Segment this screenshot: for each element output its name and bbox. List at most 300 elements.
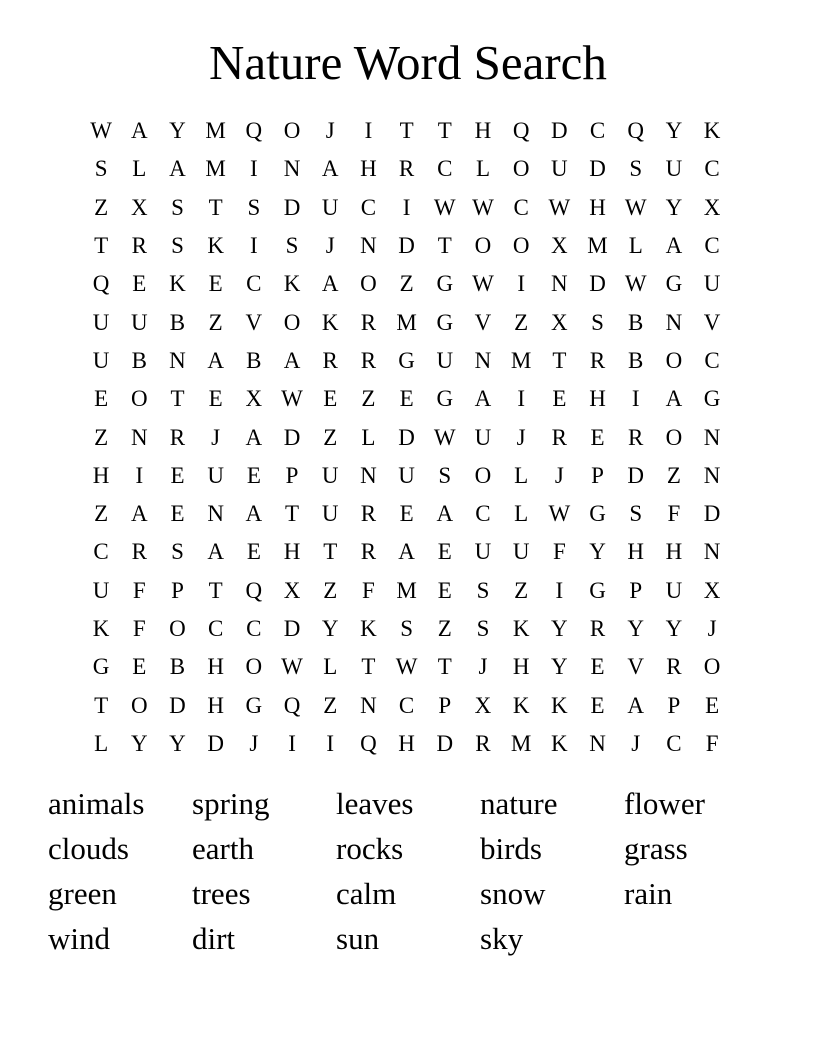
grid-cell: X: [283, 577, 301, 603]
grid-cell: U: [665, 577, 683, 603]
grid-cell: Q: [245, 118, 263, 144]
grid-cell: P: [285, 462, 299, 488]
grid-cell: N: [207, 501, 224, 527]
grid-cell: U: [92, 309, 110, 335]
grid-cell: W: [90, 118, 112, 144]
grid-cell: R: [360, 539, 377, 565]
grid-cell: Q: [360, 730, 377, 756]
grid-cell: R: [589, 616, 606, 641]
grid-cell: Q: [92, 271, 110, 297]
grid-cell: R: [322, 347, 338, 373]
grid-cell: T: [323, 539, 338, 565]
grid-row: [82, 342, 732, 380]
grid-cell: Q: [627, 118, 645, 144]
word-list-item: earth: [192, 831, 254, 866]
grid-cell: W: [281, 386, 303, 412]
grid-cell: T: [94, 233, 109, 259]
grid-row: [82, 610, 732, 648]
grid-cell: X: [245, 386, 263, 412]
grid-cell: O: [703, 654, 721, 680]
grid-cell: C: [398, 692, 415, 718]
grid-cell: A: [207, 539, 224, 565]
grid-cell: A: [665, 386, 683, 412]
grid-cell: I: [517, 271, 525, 297]
grid-cell: E: [246, 539, 261, 565]
grid-cell: L: [628, 233, 643, 259]
grid-cell: T: [552, 347, 567, 373]
grid-cell: J: [211, 424, 221, 450]
grid-cell: S: [476, 577, 490, 603]
word-list: [48, 782, 768, 962]
grid-cell: J: [478, 654, 488, 680]
grid-cell: A: [283, 347, 301, 373]
word-list-item: rain: [624, 876, 673, 911]
grid-cell: U: [436, 347, 454, 373]
grid-cell: Y: [130, 730, 148, 756]
grid-row: [82, 457, 732, 495]
grid-cell: G: [245, 692, 263, 718]
grid-cell: S: [171, 233, 184, 259]
grid-cell: H: [283, 539, 301, 565]
grid-cell: E: [437, 577, 452, 603]
grid-cell: W: [281, 654, 303, 680]
grid-cell: U: [321, 462, 339, 488]
grid-cell: N: [360, 692, 377, 718]
grid-cell: O: [665, 424, 683, 450]
grid-cell: S: [247, 194, 261, 220]
grid-cell: P: [667, 692, 681, 718]
grid-cell: L: [361, 424, 376, 450]
grid-cell: G: [665, 271, 683, 297]
grid-cell: K: [512, 616, 530, 641]
word-list-item: grass: [624, 831, 688, 866]
grid-cell: E: [246, 462, 261, 488]
grid-cell: E: [552, 386, 567, 412]
grid-cell: L: [132, 156, 147, 182]
grid-cell: O: [245, 654, 263, 680]
grid-cell: W: [472, 271, 494, 297]
grid-cell: L: [323, 654, 338, 680]
grid-cell: S: [171, 539, 184, 565]
grid-row: [82, 648, 732, 686]
grid-cell: J: [554, 462, 564, 488]
grid-row: [82, 265, 732, 303]
grid-cell: A: [245, 501, 263, 527]
grid-cell: R: [360, 309, 377, 335]
grid-cell: R: [628, 424, 644, 450]
grid-cell: F: [132, 577, 146, 603]
grid-cell: A: [474, 386, 492, 412]
grid-cell: Z: [514, 309, 529, 335]
grid-cell: E: [399, 386, 414, 412]
grid-cell: A: [245, 424, 263, 450]
grid-cell: O: [360, 271, 377, 297]
grid-cell: D: [398, 233, 415, 259]
grid-cell: Z: [514, 577, 529, 603]
grid-cell: K: [207, 233, 224, 259]
grid-cell: T: [170, 386, 185, 412]
grid-row: [82, 572, 732, 610]
grid-cell: D: [703, 501, 721, 527]
grid-cell: D: [169, 692, 186, 718]
grid-cell: S: [285, 233, 299, 259]
grid-cell: I: [364, 118, 373, 144]
grid-cell: G: [92, 654, 110, 680]
grid-cell: D: [589, 156, 606, 182]
grid-cell: M: [510, 730, 532, 756]
grid-cell: F: [705, 730, 719, 756]
grid-cell: R: [360, 501, 377, 527]
grid-cell: U: [551, 156, 568, 182]
word-list-item: sun: [336, 921, 380, 956]
grid-cell: Z: [323, 577, 338, 603]
grid-cell: C: [704, 347, 720, 373]
grid-cell: E: [208, 386, 223, 412]
grid-cell: J: [325, 233, 335, 259]
grid-cell: S: [629, 501, 643, 527]
grid-cell: O: [130, 692, 148, 718]
grid-cell: A: [321, 156, 339, 182]
grid-cell: Y: [589, 539, 606, 565]
grid-cell: W: [472, 194, 494, 220]
grid-cell: F: [667, 501, 681, 527]
word-list-item: calm: [336, 876, 397, 911]
word-list-item: clouds: [48, 831, 129, 866]
grid-cell: K: [92, 616, 110, 641]
grid-cell: C: [475, 501, 491, 527]
grid-cell: K: [551, 692, 568, 718]
grid-cell: M: [396, 309, 417, 335]
grid-cell: V: [245, 309, 263, 335]
grid-cell: J: [631, 730, 641, 756]
grid-cell: I: [402, 194, 411, 220]
grid-cell: A: [130, 501, 148, 527]
grid-cell: T: [437, 654, 452, 680]
grid-cell: S: [438, 462, 452, 488]
grid-cell: T: [285, 501, 300, 527]
grid-cell: S: [476, 616, 490, 641]
grid-cell: D: [283, 194, 301, 220]
grid-cell: X: [551, 233, 568, 259]
grid-cell: O: [665, 347, 683, 373]
grid-cell: Y: [665, 118, 683, 144]
grid-cell: S: [400, 616, 413, 641]
grid-cell: D: [283, 424, 301, 450]
grid-cell: R: [360, 347, 377, 373]
grid-cell: V: [703, 309, 721, 335]
grid-cell: G: [436, 309, 454, 335]
grid-cell: O: [130, 386, 148, 412]
grid-cell: Z: [399, 271, 414, 297]
grid-cell: P: [438, 692, 452, 718]
grid-cell: Q: [283, 692, 301, 718]
grid-cell: U: [321, 194, 339, 220]
grid-cell: W: [433, 424, 456, 450]
page-title: Nature Word Search: [209, 35, 607, 90]
grid-cell: W: [624, 271, 647, 297]
grid-cell: E: [208, 271, 223, 297]
grid-cell: D: [551, 118, 568, 144]
grid-cell: G: [398, 347, 415, 373]
grid-cell: E: [94, 386, 109, 412]
grid-row: [82, 150, 732, 188]
grid-cell: Z: [94, 501, 109, 527]
grid-cell: H: [207, 654, 224, 680]
grid-cell: U: [398, 462, 415, 488]
grid-cell: U: [665, 156, 683, 182]
grid-cell: A: [627, 692, 645, 718]
grid-cell: U: [512, 539, 530, 565]
grid-cell: U: [474, 539, 492, 565]
grid-cell: U: [92, 577, 110, 603]
grid-cell: R: [475, 730, 491, 756]
grid-cell: Z: [94, 194, 109, 220]
grid-cell: A: [130, 118, 148, 144]
grid-cell: J: [249, 730, 259, 756]
grid-cell: H: [474, 118, 492, 144]
grid-cell: G: [703, 386, 721, 412]
word-list-item: trees: [192, 876, 251, 911]
grid-cell: R: [131, 539, 147, 565]
grid-row: [82, 112, 732, 150]
grid-cell: X: [703, 577, 721, 603]
word-list-item: spring: [192, 786, 270, 821]
word-list-item: snow: [480, 876, 546, 911]
grid-cell: T: [361, 654, 376, 680]
grid-cell: K: [512, 692, 530, 718]
grid-cell: T: [437, 233, 452, 259]
grid-cell: Z: [437, 616, 452, 641]
grid-cell: U: [207, 462, 224, 488]
grid-cell: R: [398, 156, 415, 182]
grid-cell: E: [705, 692, 720, 718]
grid-cell: C: [360, 194, 377, 220]
grid-cell: R: [131, 233, 147, 259]
grid-cell: N: [665, 309, 683, 335]
grid-cell: T: [208, 577, 223, 603]
grid-cell: X: [703, 194, 721, 220]
grid-cell: N: [703, 539, 721, 565]
grid-cell: J: [325, 118, 335, 144]
grid-cell: P: [591, 462, 604, 488]
grid-cell: P: [171, 577, 184, 603]
grid-cell: R: [589, 347, 606, 373]
grid-cell: Y: [169, 730, 186, 756]
grid-cell: N: [360, 462, 377, 488]
word-list-item: rocks: [336, 831, 404, 866]
grid-cell: K: [169, 271, 186, 297]
grid-cell: O: [474, 233, 492, 259]
grid-cell: K: [551, 730, 568, 756]
grid-cell: E: [590, 424, 605, 450]
grid-cell: H: [512, 654, 530, 680]
grid-cell: D: [283, 616, 301, 641]
grid-cell: T: [208, 194, 223, 220]
grid-row: [82, 418, 732, 456]
grid-cell: F: [132, 616, 146, 641]
grid-cell: T: [94, 692, 109, 718]
grid-cell: B: [628, 347, 644, 373]
grid-cell: H: [398, 730, 415, 756]
grid-cell: E: [132, 271, 147, 297]
grid-cell: H: [207, 692, 224, 718]
grid-cell: Q: [245, 577, 263, 603]
grid-cell: U: [92, 347, 110, 373]
grid-cell: T: [399, 118, 414, 144]
grid-cell: C: [93, 539, 109, 565]
grid-cell: O: [169, 616, 186, 641]
grid-cell: W: [548, 501, 571, 527]
grid-cell: U: [474, 424, 492, 450]
grid-cell: K: [703, 118, 721, 144]
grid-row: [82, 533, 732, 571]
grid-cell: A: [207, 347, 224, 373]
grid-cell: N: [283, 156, 301, 182]
grid-cell: X: [551, 309, 568, 335]
grid-cell: E: [590, 692, 605, 718]
grid-cell: C: [207, 616, 224, 641]
word-list-item: leaves: [336, 786, 414, 821]
grid-cell: T: [437, 118, 452, 144]
grid-cell: K: [321, 309, 339, 335]
grid-cell: M: [587, 233, 608, 259]
grid-cell: O: [512, 156, 530, 182]
grid-cell: Z: [361, 386, 376, 412]
grid-cell: I: [517, 386, 525, 412]
grid-cell: R: [169, 424, 186, 450]
grid-cell: Y: [665, 616, 683, 641]
grid-cell: H: [589, 194, 606, 220]
grid-cell: S: [94, 156, 108, 182]
grid-cell: W: [548, 194, 571, 220]
grid-cell: C: [437, 156, 453, 182]
grid-cell: N: [703, 424, 721, 450]
grid-cell: N: [360, 233, 377, 259]
grid-cell: B: [628, 309, 644, 335]
grid-cell: O: [512, 233, 530, 259]
grid-cell: A: [398, 539, 415, 565]
grid-cell: Y: [321, 616, 339, 641]
grid-cell: K: [283, 271, 301, 297]
grid-cell: Z: [323, 692, 338, 718]
grid-cell: P: [629, 577, 643, 603]
grid-cell: R: [551, 424, 568, 450]
grid-cell: E: [170, 501, 185, 527]
grid-cell: L: [475, 156, 490, 182]
grid-cell: D: [436, 730, 454, 756]
grid-row: [82, 189, 732, 227]
grid-cell: I: [555, 577, 564, 603]
grid-cell: J: [707, 616, 717, 641]
grid-cell: C: [246, 616, 262, 641]
grid-row: [82, 495, 732, 533]
grid-cell: L: [514, 462, 529, 488]
grid-cell: E: [132, 654, 147, 680]
grid-cell: C: [666, 730, 682, 756]
grid-cell: U: [703, 271, 721, 297]
grid-cell: M: [510, 347, 532, 373]
grid-cell: B: [169, 654, 186, 680]
grid-cell: I: [288, 730, 296, 756]
grid-cell: F: [362, 577, 375, 603]
grid-cell: E: [399, 501, 414, 527]
grid-cell: G: [589, 577, 606, 603]
grid-cell: B: [246, 347, 262, 373]
grid-cell: Z: [208, 309, 223, 335]
grid-row: [82, 380, 732, 418]
grid-cell: O: [474, 462, 492, 488]
grid-row: [82, 686, 732, 724]
grid-cell: L: [514, 501, 529, 527]
grid-cell: C: [704, 233, 720, 259]
grid-cell: I: [326, 730, 335, 756]
grid-cell: E: [437, 539, 452, 565]
grid-row: [82, 227, 732, 265]
grid-cell: S: [629, 156, 643, 182]
grid-cell: W: [395, 654, 418, 680]
grid-cell: X: [130, 194, 148, 220]
grid-cell: H: [360, 156, 377, 182]
grid-cell: D: [398, 424, 415, 450]
grid-cell: I: [250, 233, 258, 259]
grid-cell: Y: [551, 616, 568, 641]
word-list-item: green: [48, 876, 117, 911]
grid-cell: H: [589, 386, 606, 412]
grid-cell: M: [396, 577, 417, 603]
grid-cell: O: [283, 309, 301, 335]
grid-cell: I: [250, 156, 258, 182]
grid-cell: G: [589, 501, 606, 527]
grid-cell: E: [590, 654, 605, 680]
word-list-item: animals: [48, 786, 145, 821]
grid-cell: H: [627, 539, 645, 565]
grid-row: [82, 725, 732, 763]
word-list-item: wind: [48, 921, 110, 956]
grid-cell: Y: [551, 654, 568, 680]
grid-cell: S: [171, 194, 184, 220]
grid-cell: S: [591, 309, 604, 335]
grid-cell: L: [94, 730, 109, 756]
grid-cell: K: [360, 616, 377, 641]
grid-cell: U: [130, 309, 148, 335]
grid-cell: H: [92, 462, 110, 488]
grid-cell: N: [589, 730, 606, 756]
grid-cell: V: [627, 654, 645, 680]
grid-cell: Z: [323, 424, 338, 450]
grid-cell: D: [627, 462, 645, 488]
word-list-item: nature: [480, 786, 558, 821]
grid-cell: Y: [627, 616, 645, 641]
grid-cell: G: [436, 271, 454, 297]
grid-cell: U: [321, 501, 339, 527]
grid-cell: N: [703, 462, 721, 488]
grid-cell: Q: [512, 118, 530, 144]
grid-cell: F: [552, 539, 566, 565]
word-list-item: birds: [480, 831, 542, 866]
grid-cell: B: [131, 347, 147, 373]
grid-cell: A: [436, 501, 454, 527]
grid-cell: I: [631, 386, 640, 412]
grid-cell: E: [170, 462, 185, 488]
grid-cell: C: [704, 156, 720, 182]
grid-row: [82, 303, 732, 341]
word-list-item: sky: [480, 921, 524, 956]
grid-cell: N: [551, 271, 568, 297]
grid-cell: C: [513, 194, 529, 220]
grid-cell: A: [665, 233, 683, 259]
grid-cell: R: [666, 654, 682, 680]
grid-cell: N: [130, 424, 148, 450]
